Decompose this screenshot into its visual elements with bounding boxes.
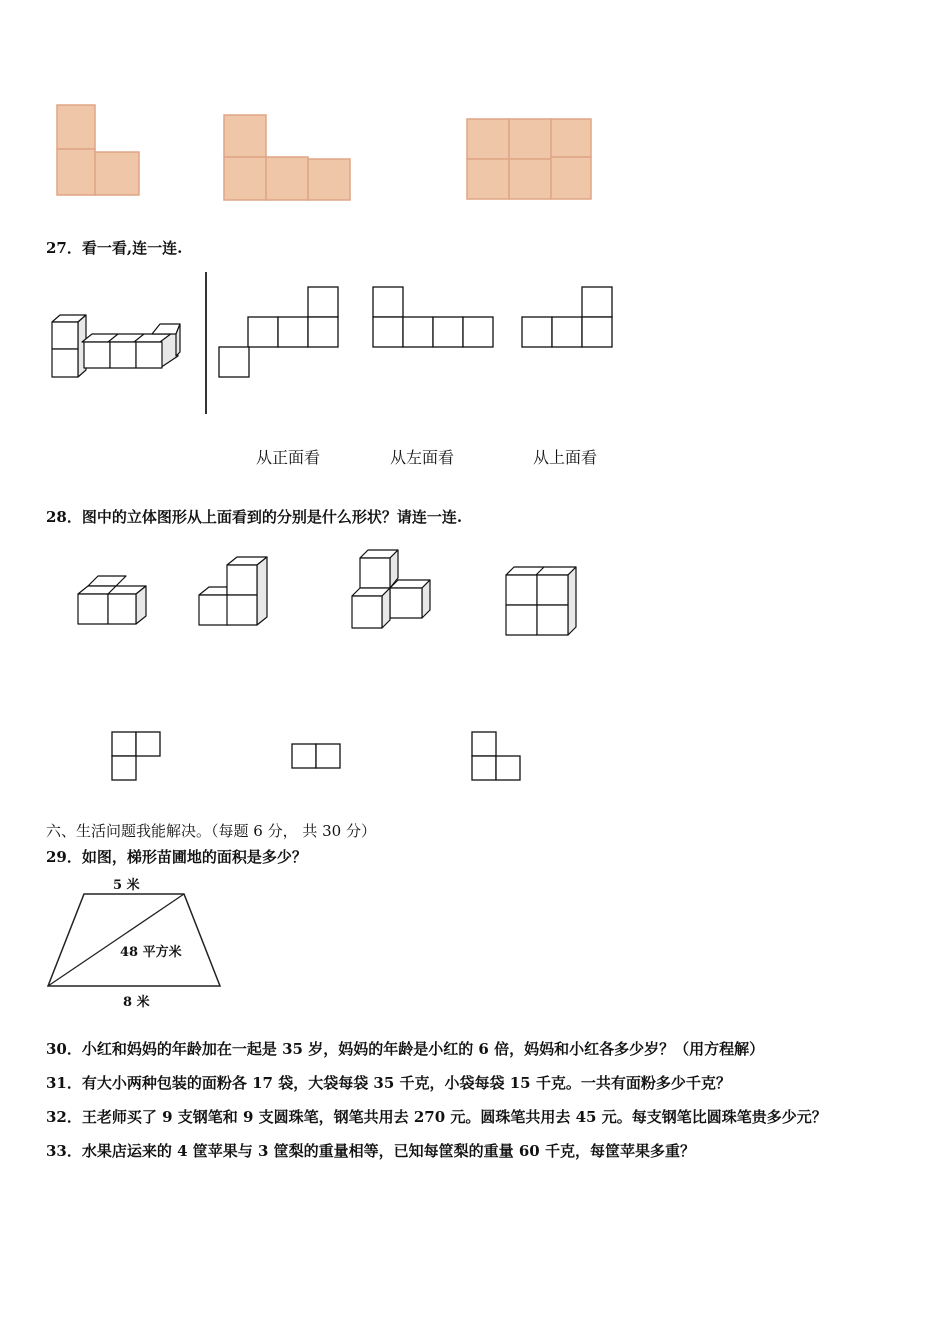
- q28-top-view-1: [111, 731, 166, 786]
- q27-view-row-left-top: [372, 286, 497, 351]
- label-left-view: 从左面看: [390, 448, 455, 467]
- q27-view-row-right-top: [521, 286, 616, 351]
- question-text: 如图，梯形苗圃地的面积是多少？: [81, 848, 307, 866]
- question-32: [46, 1106, 827, 1127]
- trapezoid-area-label: 48 平方米: [120, 945, 182, 960]
- question-text: 王老师买了 9 支钢笔和 9 支圆珠笔，钢笔共用去 270 元。圆珠笔共用去 45 元。每支钢笔比圆珠笔贵多少元？: [81, 1108, 827, 1126]
- label-top-view: 从上面看: [533, 448, 598, 467]
- question-text: 看一看,连一连.: [81, 239, 183, 257]
- q27-solid-figure: [48, 312, 188, 382]
- question-27: [46, 237, 182, 258]
- trapezoid-figure: [44, 888, 229, 990]
- section-6-title: 六、生活问题我能解决。（每题 6 分， 共 30 分）: [46, 822, 376, 840]
- q28-solid-c: [348, 548, 438, 633]
- view-shape-1: [55, 104, 145, 199]
- q28-top-view-3: [471, 731, 526, 786]
- trapezoid-bottom-label: 8 米: [123, 995, 150, 1010]
- question-31: [46, 1072, 731, 1093]
- q28-solid-b: [197, 555, 272, 630]
- question-text: 图中的立体图形从上面看到的分别是什么形状？请连一连.: [81, 508, 463, 526]
- question-number: 29．: [46, 848, 82, 866]
- question-number: 27．: [46, 239, 82, 257]
- q28-solid-d: [504, 563, 584, 638]
- question-28: [46, 506, 462, 527]
- q28-solid-a: [76, 572, 151, 627]
- label-front-view: 从正面看: [256, 448, 321, 467]
- question-text: 有大小两种包装的面粉各 17 袋，大袋每袋 35 千克，小袋每袋 15 千克。一共有面粉多少千克？: [81, 1074, 731, 1092]
- question-29: [46, 846, 307, 867]
- trapezoid-top-label: 5 米: [113, 878, 140, 893]
- question-30: [46, 1038, 764, 1059]
- q27-view-staircase: [218, 286, 343, 381]
- question-number: 31．: [46, 1074, 82, 1092]
- q28-top-view-2: [291, 743, 346, 773]
- question-text: 水果店运来的 4 筐苹果与 3 筐梨的重量相等，已知每筐梨的重量 60 千克，每筐苹果多重？: [81, 1142, 695, 1160]
- question-text: 小红和妈妈的年龄加在一起是 35 岁，妈妈的年龄是小红的 6 倍，妈妈和小红各多少岁？（用方程解）: [81, 1040, 765, 1058]
- question-number: 30．: [46, 1040, 82, 1058]
- view-shape-3: [465, 117, 595, 202]
- question-number: 33．: [46, 1142, 82, 1160]
- question-33: [46, 1140, 695, 1161]
- question-number: 32．: [46, 1108, 82, 1126]
- view-shape-2: [222, 113, 354, 203]
- vertical-divider: [205, 272, 207, 414]
- question-number: 28．: [46, 508, 82, 526]
